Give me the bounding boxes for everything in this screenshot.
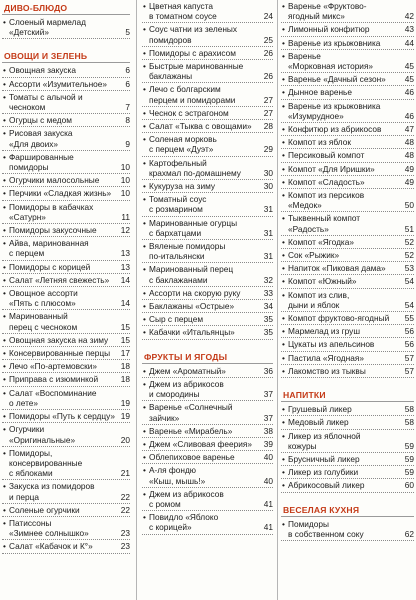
toc-entry-title: Картофельный крахмал по-домашнему — [149, 157, 241, 178]
toc-entry-title: Пастила «Ягодная» — [288, 352, 364, 363]
toc-entry — [2, 373, 130, 386]
toc-entry-page: 29 — [263, 144, 273, 155]
toc-entry — [281, 289, 414, 312]
toc-entry-page: 46 — [404, 110, 414, 121]
toc-entry-title: Дынное варенье — [288, 87, 352, 98]
toc-entry — [142, 401, 273, 424]
toc-entry-page: 41 — [263, 498, 273, 509]
toc-entry-page: 48 — [404, 150, 414, 161]
toc-entry-page: 44 — [404, 37, 414, 48]
toc-entry — [142, 240, 273, 263]
toc-entry — [281, 453, 414, 466]
toc-entry-title: Цветная капуста в томатном соусе — [149, 1, 217, 22]
toc-entry-title: Помидоры с корицей — [9, 261, 91, 272]
toc-entry-title: Кукуруза на зиму — [149, 181, 216, 192]
toc-entry-page: 56 — [404, 339, 414, 350]
toc-entry-title: Компот фруктово-ягодный — [288, 313, 390, 324]
toc-entry — [142, 263, 273, 286]
toc-entry — [281, 73, 414, 86]
toc-entry-page: 34 — [263, 301, 273, 312]
toc-entry-page: 31 — [263, 204, 273, 215]
toc-entry — [2, 114, 130, 127]
toc-entry-title: Быстрые маринованные баклажаны — [149, 61, 244, 82]
toc-entry — [2, 447, 130, 481]
toc-entry-title: Соленые огурчики — [9, 504, 80, 515]
toc-entry — [281, 365, 414, 378]
toc-entry — [281, 262, 414, 275]
toc-entry-title: Патиссоны «Зимнее солнышко» — [9, 517, 89, 539]
toc-entry — [281, 249, 414, 262]
toc-entry — [281, 466, 414, 479]
toc-entry — [142, 47, 273, 60]
toc-entry — [281, 189, 414, 212]
toc-entry-page: 6 — [125, 65, 130, 76]
toc-entry-title: Салат «Воспоминание о лете» — [9, 387, 97, 408]
toc-entry-title: Ассорти «Изумительное» — [9, 78, 108, 89]
toc-entry-title: Персиковый компот — [288, 150, 365, 161]
toc-entry-title: Огурчики «Оригинальные» — [9, 424, 76, 445]
toc-entry-title: Овощная закуска на зиму — [9, 334, 109, 345]
toc-entry-title: Овощная закуска — [9, 65, 76, 76]
toc-entry-title: Варенье «Солнечный зайчик» — [149, 402, 233, 423]
toc-entry-title: Джем из абрикосов с ромом — [149, 488, 224, 509]
toc-entry-title: Чеснок с эстрагоном — [149, 107, 229, 118]
toc-entry-title: Компот из яблок — [288, 137, 351, 148]
toc-entry-page: 13 — [120, 261, 130, 272]
toc-entry-page: 28 — [263, 121, 273, 132]
toc-entry-page: 54 — [404, 276, 414, 287]
toc-entry — [281, 403, 414, 416]
toc-entry-title: Лакомство из тыквы — [288, 365, 366, 376]
toc-entry-page: 31 — [263, 227, 273, 238]
toc-entry-title: Томаты с алычой и чесноком — [9, 91, 83, 113]
section-rule — [281, 516, 414, 517]
toc-entry-title: Баклажаны «Острые» — [149, 301, 235, 312]
toc-entry — [2, 187, 130, 200]
toc-entry — [2, 423, 130, 446]
toc-entry — [142, 451, 273, 464]
toc-entry-title: Овощное ассорти «Пять с плюсом» — [9, 288, 78, 309]
toc-entry-page: 36 — [263, 365, 273, 376]
toc-entry-page: 40 — [263, 452, 273, 463]
toc-entry-title: Слоеный мармелад «Детский» — [9, 17, 86, 38]
toc-entry-title: Ликер из яблочной кожуры — [288, 430, 361, 451]
toc-entry-page: 8 — [125, 115, 130, 126]
toc-entry — [281, 50, 414, 73]
toc-entry-page: 7 — [125, 102, 130, 113]
toc-entry-page: 49 — [404, 176, 414, 187]
toc-entry — [281, 100, 414, 123]
toc-entry-page: 17 — [120, 348, 130, 359]
toc-entry-title: Варенье «Фруктово- ягодный микс» — [288, 1, 367, 22]
toc-entry — [142, 488, 273, 511]
column-divider — [136, 0, 137, 600]
toc-entry — [281, 430, 414, 453]
toc-entry — [2, 91, 130, 114]
toc-entry-title: Помидоры в собственном соку — [288, 518, 364, 539]
toc-entry — [281, 479, 414, 492]
toc-entry — [281, 236, 414, 249]
toc-entry-page: 11 — [121, 211, 130, 222]
toc-entry-page: 22 — [120, 504, 130, 515]
section-rule — [2, 62, 130, 63]
toc-entry-page: 33 — [263, 287, 273, 298]
toc-entry-title: Салат «Тыква с овощами» — [149, 121, 252, 132]
toc-entry — [142, 326, 273, 339]
section-heading: НАПИТКИ — [283, 390, 326, 401]
toc-entry-title: Облепиховое варенье — [149, 452, 235, 463]
toc-entry-page: 5 — [125, 27, 130, 38]
toc-column-2 — [142, 0, 273, 535]
toc-entry-page: 40 — [263, 475, 273, 486]
toc-entry — [2, 64, 130, 77]
toc-entry-page: 19 — [120, 411, 130, 422]
toc-entry-page: 62 — [404, 528, 414, 539]
toc-entry-title: Лечо с болгарским перцем и помидорами — [149, 84, 236, 105]
toc-entry-title: Соленая морковь с перцем «Дуэт» — [149, 134, 217, 155]
toc-entry-title: Помидоры с арахисом — [149, 47, 236, 58]
toc-entry — [281, 86, 414, 99]
toc-entry — [2, 174, 130, 187]
toc-entry-page: 9 — [125, 138, 130, 149]
toc-entry-title: Грушевый ликер — [288, 404, 352, 415]
toc-entry-title: Помидоры закусочные — [9, 225, 97, 236]
toc-entry-page: 6 — [125, 78, 130, 89]
toc-entry-title: Джем «Ароматный» — [149, 365, 226, 376]
toc-entry-page: 60 — [404, 480, 414, 491]
section-heading: ФРУКТЫ И ЯГОДЫ — [144, 351, 228, 362]
toc-entry — [142, 133, 273, 156]
toc-entry-title: Помидоры в кабачках «Сатурн» — [9, 201, 94, 222]
toc-entry-page: 23 — [120, 528, 130, 539]
toc-entry-page: 56 — [404, 326, 414, 337]
toc-entry — [2, 237, 130, 260]
toc-entry — [2, 78, 130, 91]
toc-entry — [142, 83, 273, 106]
toc-entry — [2, 517, 130, 540]
toc-entry — [2, 261, 130, 274]
toc-entry — [142, 0, 273, 23]
toc-entry-page: 26 — [263, 71, 273, 82]
toc-entry-title: Кабачки «Итальянцы» — [149, 327, 235, 338]
toc-entry — [142, 120, 273, 133]
toc-entry-page: 30 — [263, 167, 273, 178]
toc-entry-page: 10 — [120, 188, 130, 199]
section-rule — [281, 401, 414, 402]
toc-entry-page: 37 — [263, 412, 273, 423]
toc-entry-page: 19 — [120, 397, 130, 408]
toc-entry — [142, 438, 273, 451]
toc-entry-page: 41 — [263, 522, 273, 533]
toc-entry-title: Маринованные огурцы с бархатцами — [149, 217, 238, 238]
toc-entry-title: Ликер из голубики — [288, 467, 359, 478]
toc-entry-page: 27 — [263, 107, 273, 118]
toc-entry-title: Закуска из помидоров и перца — [9, 481, 95, 502]
toc-entry-page: 42 — [404, 11, 414, 22]
toc-entry-page: 50 — [404, 200, 414, 211]
toc-entry — [142, 378, 273, 401]
toc-entry-page: 24 — [263, 11, 273, 22]
toc-entry-page: 37 — [263, 389, 273, 400]
toc-entry — [2, 224, 130, 237]
toc-entry — [281, 312, 414, 325]
toc-entry-page: 58 — [404, 404, 414, 415]
toc-entry-page: 57 — [404, 365, 414, 376]
toc-entry-title: Ассорти на скорую руку — [149, 287, 241, 298]
toc-entry — [281, 176, 414, 189]
toc-entry — [142, 157, 273, 180]
toc-entry — [2, 16, 130, 39]
toc-entry-page: 59 — [404, 440, 414, 451]
toc-entry-title: Тыквенный компот «Радость» — [288, 213, 361, 234]
toc-entry-title: Помидоры, консервированные с яблоками — [9, 447, 83, 479]
toc-entry-title: Конфитюр из абрикосов — [288, 124, 382, 135]
toc-entry-page: 45 — [404, 61, 414, 72]
toc-entry-page: 35 — [263, 327, 273, 338]
toc-entry-title: Консервированные перцы — [9, 348, 111, 359]
toc-entry-page: 25 — [263, 34, 273, 45]
toc-entry-page: 32 — [263, 274, 273, 285]
toc-entry-title: Фаршированные помидоры — [9, 151, 74, 173]
toc-column-1 — [2, 0, 130, 554]
toc-entry-page: 14 — [120, 298, 130, 309]
toc-entry-page: 54 — [404, 299, 414, 310]
toc-entry — [142, 217, 273, 240]
toc-entry — [142, 511, 273, 534]
toc-entry-page: 45 — [404, 74, 414, 85]
toc-entry-page: 39 — [263, 438, 273, 449]
toc-entry — [2, 410, 130, 423]
toc-entry-title: Напиток «Пиковая дама» — [288, 263, 386, 274]
toc-entry-page: 49 — [404, 163, 414, 174]
toc-entry — [281, 275, 414, 288]
toc-entry-page: 31 — [263, 251, 273, 262]
toc-entry — [281, 0, 414, 23]
toc-column-3 — [281, 0, 414, 541]
toc-entry — [2, 540, 130, 553]
toc-entry — [281, 23, 414, 36]
section-heading: ВЕСЕЛАЯ КУХНЯ — [283, 504, 360, 515]
toc-entry-page: 52 — [404, 236, 414, 247]
toc-entry-title: Приправа с изюминкой — [9, 374, 99, 385]
toc-entry-title: Салат «Кабачок и К°» — [9, 541, 93, 552]
toc-entry — [142, 313, 273, 326]
section-heading: ДИВО-БЛЮДО — [4, 3, 68, 13]
toc-entry — [2, 287, 130, 310]
toc-entry-page: 47 — [404, 124, 414, 135]
toc-entry-title: Томатный соус с розмарином — [149, 194, 207, 215]
toc-entry-title: Медовый ликер — [288, 417, 349, 428]
toc-entry-title: Рисовая закуска «Для двоих» — [9, 128, 73, 149]
toc-entry-page: 43 — [404, 24, 414, 35]
toc-entry — [2, 504, 130, 517]
toc-entry-page: 10 — [120, 162, 130, 173]
toc-entry-page: 30 — [263, 181, 273, 192]
toc-entry-page: 51 — [404, 223, 414, 234]
toc-entry — [2, 127, 130, 150]
toc-entry — [281, 37, 414, 50]
toc-entry-title: Огурчики малосольные — [9, 175, 100, 186]
toc-entry-title: Джем из абрикосов и смородины — [149, 378, 224, 400]
toc-entry-page: 38 — [263, 425, 273, 436]
toc-entry — [2, 334, 130, 347]
toc-entry-title: Повидло «Яблоко с корицей» — [149, 512, 219, 533]
toc-entry-title: Джем «Сливовая феерия» — [149, 438, 252, 449]
toc-entry-title: Салат «Летняя свежесть» — [9, 274, 110, 285]
toc-entry-page: 12 — [120, 225, 130, 236]
toc-entry-title: Лечо «По-артемовски» — [9, 361, 98, 372]
toc-entry-title: Лимонный конфитюр — [288, 24, 370, 35]
toc-entry-page: 18 — [120, 374, 130, 385]
section-rule — [2, 14, 130, 15]
toc-entry — [281, 163, 414, 176]
toc-entry-title: Айва, маринованная с перцем — [9, 238, 89, 259]
toc-entry-page: 55 — [404, 313, 414, 324]
toc-entry-title: Сок «Рыжик» — [288, 250, 340, 261]
toc-entry — [142, 365, 273, 378]
toc-entry-page: 59 — [404, 467, 414, 478]
toc-entry-title: Маринованный перец с баклажанами — [149, 264, 234, 285]
toc-entry-title: Вяленые помидоры по-итальянски — [149, 241, 226, 262]
toc-entry — [2, 387, 130, 410]
toc-entry-page: 15 — [120, 321, 130, 332]
toc-entry — [142, 425, 273, 438]
toc-entry-title: А-ля фондю «Кыш, мышь!» — [149, 465, 206, 486]
toc-entry — [281, 416, 414, 429]
toc-entry-title: Огурцы с медом — [9, 115, 72, 126]
toc-entry-title: Цукаты из апельсинов — [288, 339, 375, 350]
toc-entry-page: 23 — [120, 541, 130, 552]
toc-entry-page: 14 — [120, 274, 130, 285]
toc-entry-title: Перчики «Сладкая жизнь» — [9, 188, 112, 199]
toc-entry — [142, 193, 273, 216]
toc-entry-title: Варенье «Дачный сезон» — [288, 74, 386, 85]
toc-entry-title: Компот из персиков «Медок» — [288, 190, 365, 211]
toc-entry — [2, 480, 130, 503]
toc-entry — [142, 300, 273, 313]
toc-entry-title: Варенье «Мирабель» — [149, 425, 233, 436]
toc-entry — [2, 360, 130, 373]
toc-entry-title: Помидоры «Путь к сердцу» — [9, 411, 115, 422]
toc-entry-title: Варенье «Морковная история» — [288, 50, 374, 72]
toc-entry-page: 53 — [404, 263, 414, 274]
toc-entry-title: Сыр с перцем — [149, 314, 204, 325]
toc-entry-title: Компот «Южный» — [288, 276, 357, 287]
toc-entry — [281, 212, 414, 235]
toc-entry — [142, 464, 273, 487]
toc-entry-page: 20 — [120, 434, 130, 445]
toc-entry-page: 18 — [120, 361, 130, 372]
toc-entry-page: 48 — [404, 137, 414, 148]
toc-entry-page: 13 — [120, 248, 130, 259]
toc-entry-page: 22 — [120, 491, 130, 502]
section-rule — [142, 363, 273, 364]
toc-entry-title: Компот «Ягодка» — [288, 236, 354, 247]
toc-entry-page: 35 — [263, 314, 273, 325]
toc-entry-title: Абрикосовый ликер — [288, 480, 365, 491]
toc-entry — [281, 352, 414, 365]
toc-entry — [281, 325, 414, 338]
toc-entry — [281, 123, 414, 136]
toc-entry-page: 59 — [404, 453, 414, 464]
toc-entry-page: 10 — [120, 175, 130, 186]
toc-entry — [142, 180, 273, 193]
toc-entry — [281, 338, 414, 351]
toc-entry-page: 27 — [263, 94, 273, 105]
toc-entry-page: 58 — [404, 417, 414, 428]
toc-entry — [2, 274, 130, 287]
toc-entry — [2, 347, 130, 360]
toc-entry-page: 57 — [404, 352, 414, 363]
toc-entry — [2, 201, 130, 224]
toc-entry-title: Мармелад из груш — [288, 326, 360, 337]
toc-entry-title: Маринованный перец с чесноком — [9, 311, 78, 332]
toc-entry-title: Брусничный ликер — [288, 453, 360, 464]
toc-entry-title: Компот «Для Иришки» — [288, 163, 375, 174]
toc-entry — [142, 287, 273, 300]
toc-entry-page: 46 — [404, 87, 414, 98]
toc-entry — [2, 151, 130, 174]
toc-entry — [142, 60, 273, 83]
column-divider — [277, 0, 278, 600]
toc-entry — [142, 107, 273, 120]
toc-entry-title: Компот из слив, дыни и яблок — [288, 289, 350, 310]
toc-entry — [281, 518, 414, 541]
toc-entry-title: Варенье из крыжовника «Изумрудное» — [288, 100, 381, 121]
toc-entry — [281, 136, 414, 149]
toc-entry-title: Соус чатни из зеленых помидоров — [149, 24, 238, 45]
toc-entry — [2, 310, 130, 333]
toc-entry-page: 21 — [120, 468, 130, 479]
toc-entry-page: 26 — [263, 47, 273, 58]
section-heading: ОВОЩИ И ЗЕЛЕНЬ — [4, 51, 88, 62]
toc-entry — [281, 149, 414, 162]
toc-entry-title: Компот «Сладость» — [288, 176, 365, 187]
toc-entry-page: 15 — [120, 334, 130, 345]
toc-entry-title: Варенье из крыжовника — [288, 37, 381, 48]
toc-entry-page: 52 — [404, 250, 414, 261]
toc-entry — [142, 23, 273, 46]
